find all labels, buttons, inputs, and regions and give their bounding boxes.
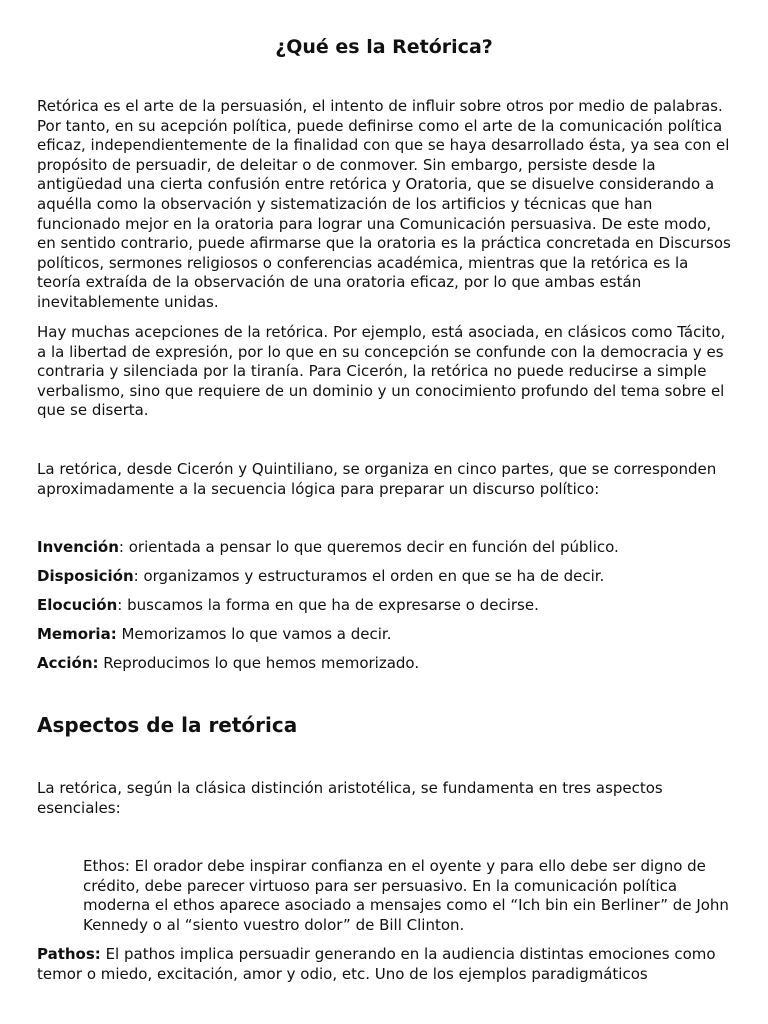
part-term: Memoria: [37,625,117,643]
part-term: Invención [37,538,119,556]
aspect-term: Pathos: [37,945,101,963]
part-memoria [37,625,731,645]
part-term: Disposición [37,567,134,585]
part-disposicion [37,567,731,587]
part-text: : orientada a pensar lo que queremos decir en función del público. [118,538,619,556]
part-invencion [37,538,731,558]
part-term: Acción: [37,654,99,672]
part-text: Memorizamos lo que vamos a decir. [116,625,392,643]
part-text: : buscamos la forma en que ha de expresarse o decirse. [117,596,539,614]
page-title: ¿Qué es la Retórica? [275,36,493,58]
part-term: Elocución [37,596,118,614]
paragraph-definition: Retórica es el arte de la persuasión, el intento de influir sobre otros por medio de palabras. Por tanto, en su acepción política, puede definirse como el arte de la comunicación política eficaz, independientemente de la finalidad con que se haya desarrollado ésta, ya sea con el propósito de persuadir, de deleitar o de conmover. Sin embargo, persiste desde la antigüedad una cierta confusión entre retórica y Oratoria, que se disuelve considerando a aquélla como la observación y sistematización de los artificios y técnicas que han funcionado mejor en la oratoria para lograr una Comunicación persuasiva. De este modo, en sentido contrario, puede afirmarse que la oratoria es la práctica concretada en Discursos políticos, sermones religiosos o conferencias académica, mientras que la retórica es la teoría extraída de la observación de una oratoria eficaz, por lo que ambas están inevitablemente unidas. [37,97,731,311]
part-text: Reproducimos lo que hemos memorizado. [98,654,420,672]
aspect-pathos [37,945,731,984]
part-accion [37,654,731,674]
section-intro: La retórica, según la clásica distinción aristotélica, se fundamenta en tres aspectos esenciales: [37,779,663,817]
section-heading: Aspectos de la retórica [37,713,298,737]
aspect-text: El pathos implica persuadir generando en la audiencia distintas emociones como temor o miedo, excitación, amor y odio, etc. Uno de los ejemplos paradigmáticos [37,945,716,983]
paragraph-acepciones: Hay muchas acepciones de la retórica. Por ejemplo, está asociada, en clásicos como Tácito, a la libertad de expresión, por lo que en su concepción se confunde con la democracia y es contraria y silenciada por la tiranía. Para Cicerón, la retórica no puede reducirse a simple verbalismo, sino que requiere de un dominio y un conocimiento profundo del tema sobre el que se diserta. [37,323,726,420]
part-elocucion [37,596,731,616]
paragraph-partes-intro: La retórica, desde Cicerón y Quintiliano, se organiza en cinco partes, que se corresponden aproximadamente a la secuencia lógica para preparar un discurso político: [37,460,717,498]
aspect-ethos: Ethos: El orador debe inspirar confianza en el oyente y para ello debe ser digno de crédito, debe parecer virtuoso para ser persuasivo. En la comunicación política moderna el ethos aparece asociado a mensajes como el “Ich bin ein Berliner” de John Kennedy o al “siento vuestro dolor” de Bill Clinton. [83,857,729,934]
part-text: : organizamos y estructuramos el orden en que se ha de decir. [133,567,605,585]
